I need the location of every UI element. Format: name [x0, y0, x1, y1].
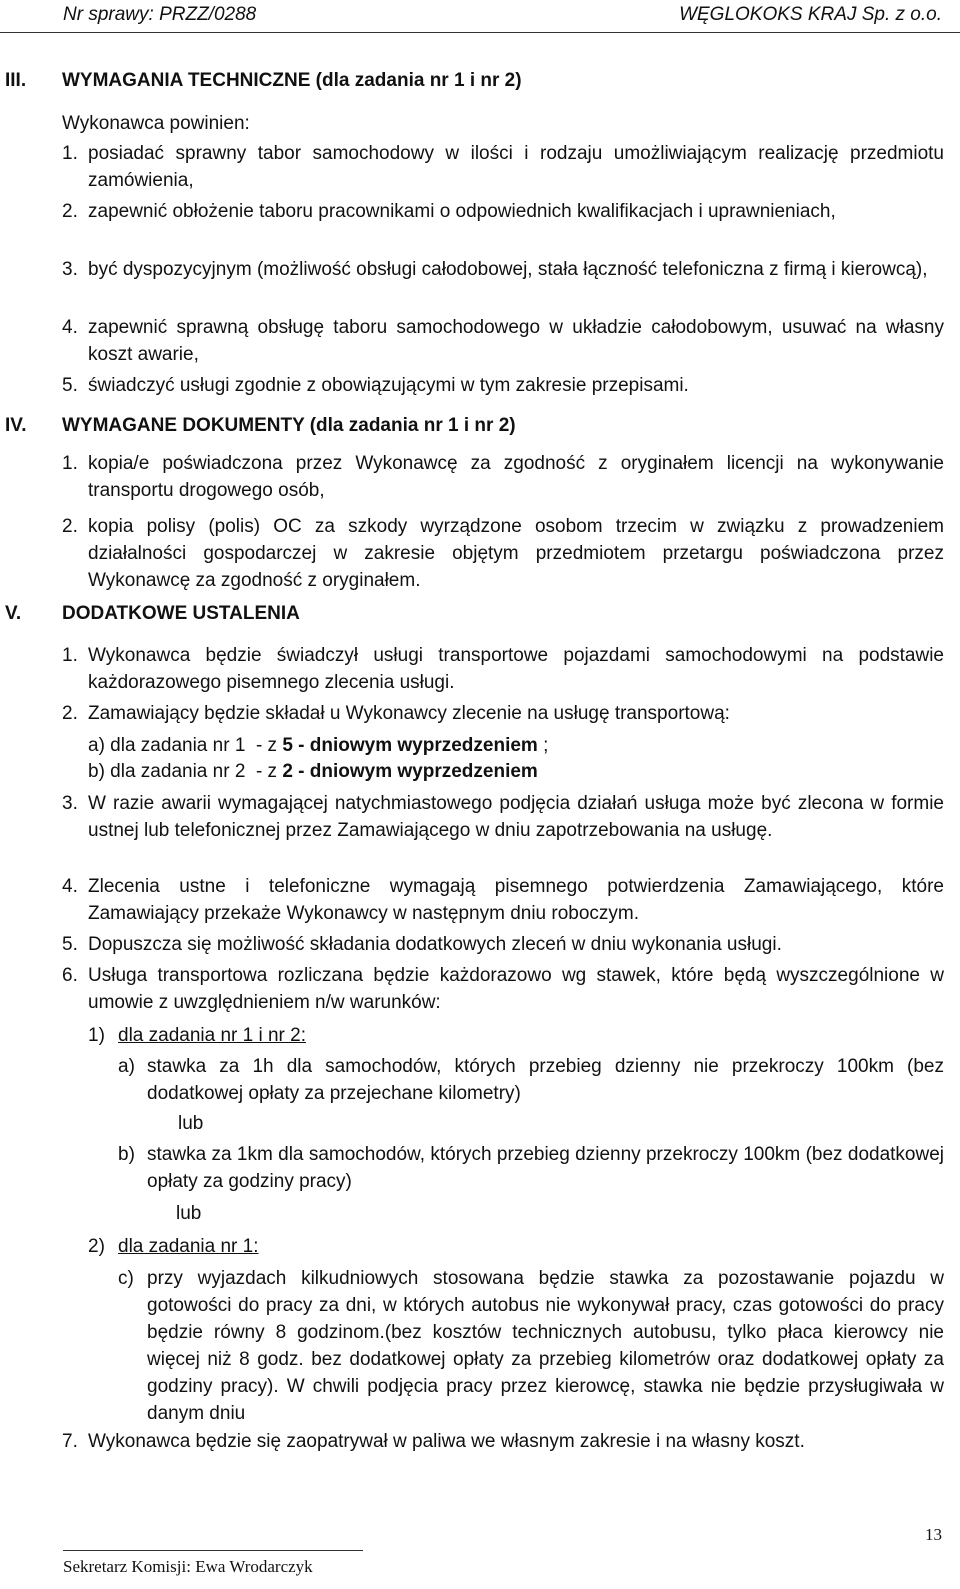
- s4-item-2-number: 2.: [62, 516, 78, 537]
- s4-item-1-number: 1.: [62, 453, 78, 474]
- s5-item-5-text: Dopuszcza się możliwość składania dodatkowych zleceń w dniu wykonania usługi.: [88, 934, 782, 955]
- s5-item-6-sub-1-number: 1): [88, 1025, 105, 1046]
- footer-page-number: 13: [925, 1525, 942, 1544]
- s5-item-3-number: 3.: [62, 793, 78, 814]
- s5-item-6-lub-1: lub: [178, 1113, 204, 1134]
- s3-item-1-number: 1.: [62, 143, 78, 164]
- s5-item-6-number: 6.: [62, 965, 78, 986]
- s5-item-2-option-a: a) dla zadania nr 1 - z 5 - dniowym wyprzedzeniem ;: [88, 735, 549, 756]
- s3-item-1-text: posiadać sprawny tabor samochodowy w ilości i rodzaju umożliwiającym realizację przedmiotu zamówienia,: [88, 143, 944, 191]
- s3-item-3-number: 3.: [62, 259, 78, 280]
- footer-rule: [63, 1550, 363, 1551]
- s5-item-6-b-text: stawka za 1km dla samochodów, których przebieg dzienny przekroczy 100km (bez dodatkowej opłaty za godziny pracy): [147, 1144, 944, 1192]
- s3-item-5-text: świadczyć usługi zgodnie z obowiązującymi w tym zakresie przepisami.: [88, 375, 689, 396]
- s5-item-5-number: 5.: [62, 934, 78, 955]
- s5-item-1-text: Wykonawca będzie świadczył usługi transportowe pojazdami samochodowymi na podstawie każdorazowego pisemnego zlecenia usługi.: [88, 645, 944, 693]
- s3-item-4-number: 4.: [62, 317, 78, 338]
- s5-item-4-number: 4.: [62, 876, 78, 897]
- footer-signature: Sekretarz Komisji: Ewa Wrodarczyk: [63, 1557, 313, 1576]
- s5-item-6-c-letter: c): [118, 1268, 134, 1289]
- section-4-title: WYMAGANE DOKUMENTY (dla zadania nr 1 i nr 2): [62, 415, 516, 436]
- section-3-title: WYMAGANIA TECHNICZNE (dla zadania nr 1 i nr 2): [62, 70, 522, 91]
- s5-item-6-a-text: stawka za 1h dla samochodów, których przebieg dzienny nie przekroczy 100km (bez dodatkowej opłaty za przejechane kilometry): [147, 1056, 944, 1104]
- s5-item-6-sub-2-label: dla zadania nr 1:: [118, 1236, 259, 1257]
- section-5-number: V.: [5, 603, 22, 624]
- s5-item-3-text: W razie awarii wymagającej natychmiastowego podjęcia działań usługa może być zlecona w formie ustnej lub telefonicznej przez Zamawiającego w dniu zapotrzebowania na usługę.: [88, 793, 944, 841]
- s3-item-2-number: 2.: [62, 201, 78, 222]
- s5-item-4-text: Zlecenia ustne i telefoniczne wymagają pisemnego potwierdzenia Zamawiającego, które Zamawiający przekaże Wykonawcy w następnym dniu roboczym.: [88, 876, 944, 924]
- s5-item-2-text: Zamawiający będzie składał u Wykonawcy zlecenie na usługę transportową:: [88, 703, 730, 724]
- s5-item-6-lub-2: lub: [176, 1203, 202, 1224]
- s5-item-6-a-letter: a): [118, 1056, 135, 1077]
- s5-item-6-b-letter: b): [118, 1144, 135, 1165]
- s5-item-6-text: Usługa transportowa rozliczana będzie każdorazowo wg stawek, które będą wyszczególnione w umowie z uwzględnieniem n/w warunków:: [88, 965, 944, 1013]
- s5-item-6-c-text: przy wyjazdach kilkudniowych stosowana będzie stawka za pozostawanie pojazdu w gotowości do pracy za dni, w których autobus nie wykonywał pracy, czas gotowości do pracy będzie równy 8 godzinom.(bez kosztów technicznych autobusu, tylko płaca kierowcy nie więcej niż 8 godz. bez dodatkowej opłaty za przebieg kilometrów oraz dodatkowej opłaty za godziny pracy). W chwili podjęcia pracy przez kierowcę, stawka nie będzie przysługiwała w danym dniu: [147, 1268, 944, 1424]
- s5-item-2-number: 2.: [62, 703, 78, 724]
- s5-item-2-option-b: b) dla zadania nr 2 - z 2 - dniowym wyprzedzeniem: [88, 761, 538, 782]
- s3-item-4-text: zapewnić sprawną obsługę taboru samochodowego w układzie całodobowym, usuwać na własny koszt awarie,: [88, 317, 944, 365]
- s5-item-6-sub-1-label: dla zadania nr 1 i nr 2:: [118, 1025, 307, 1046]
- s3-item-2-text: zapewnić obłożenie taboru pracownikami o odpowiednich kwalifikacjach i uprawnieniach,: [88, 201, 836, 222]
- s3-item-3-text: być dyspozycyjnym (możliwość obsługi całodobowej, stała łączność telefoniczna z firmą i kierowcą),: [88, 259, 928, 280]
- s5-item-1-number: 1.: [62, 645, 78, 666]
- header-case-number: Nr sprawy: PRZZ/0288: [63, 4, 257, 25]
- s5-item-7-number: 7.: [62, 1431, 78, 1452]
- section-4-number: IV.: [5, 415, 27, 436]
- s5-item-6-sub-2-number: 2): [88, 1236, 105, 1257]
- s4-item-2-text: kopia polisy (polis) OC za szkody wyrządzone osobom trzecim w związku z prowadzeniem działalności gospodarczej w zakresie objętym przedmiotem przetargu poświadczona przez Wykonawcę za zgodność z oryginałem.: [88, 516, 944, 591]
- s3-item-5-number: 5.: [62, 375, 78, 396]
- section-5-title: DODATKOWE USTALENIA: [62, 603, 300, 624]
- section-3-intro: Wykonawca powinien:: [62, 113, 250, 134]
- header-rule: [0, 32, 960, 33]
- section-3-number: III.: [5, 70, 27, 91]
- s4-item-1-text: kopia/e poświadczona przez Wykonawcę za zgodność z oryginałem licencji na wykonywanie transportu drogowego osób,: [88, 453, 944, 501]
- s5-item-7-text: Wykonawca będzie się zaopatrywał w paliwa we własnym zakresie i na własny koszt.: [88, 1431, 805, 1452]
- header-company: WĘGLOKOKS KRAJ Sp. z o.o.: [679, 4, 942, 25]
